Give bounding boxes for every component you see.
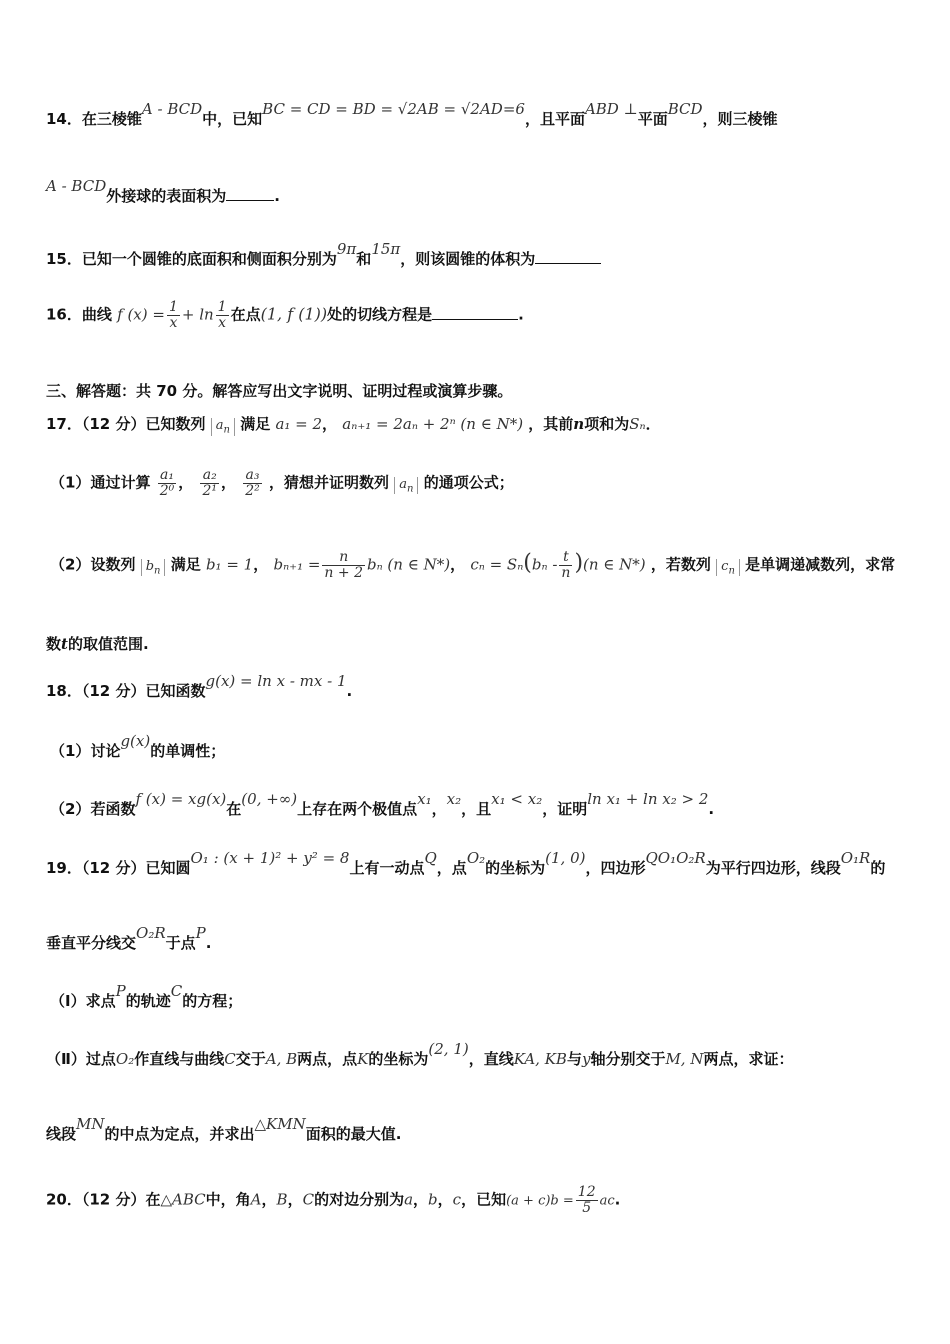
question-number: 15．: [46, 250, 82, 268]
q20-line: 20．（12 分）在△ABC中，角A，B，C的对边分别为a，b，c，已知(a + c)b = $\frac{12}{5}$ ac.: [46, 1184, 621, 1216]
question-number: 17．（12 分）: [46, 415, 146, 433]
fraction: $\frac{\text{a₃}}{\text{2²}}$: [245, 467, 260, 499]
answer-blank[interactable]: [432, 307, 518, 320]
sequence-c: $c_n$: [716, 559, 740, 577]
q17-part2: （2）设数列 $b_n$ 满足 b₁ = 1， bₙ₊₁ = $\frac{n}{n + 2}$ bₙ (n ∈ N*)， cₙ = Sₙ(bₙ - $\frac{t}{n}$ )(n ∈ N*) ，若数列 $c_n$ 是单调递减数列，求常: [50, 549, 896, 581]
answer-blank[interactable]: [535, 251, 601, 264]
q19-part2-cont: 线段MN的中点为定点，并求出△KMN面积的最大值.: [46, 1115, 402, 1143]
q17-part2-cont: 数t的取值范围.: [46, 635, 149, 653]
sequence-b: $b_n$: [141, 559, 166, 577]
q18-line1: 18．（12 分）已知函数g(x) = ln x - mx - 1.: [46, 672, 353, 700]
question-number: 19．（12 分）: [46, 859, 146, 877]
answer-blank[interactable]: [226, 188, 274, 201]
q18-part1: （1）讨论g(x)的单调性；: [50, 732, 226, 760]
fraction: $\frac{t}{n}$: [561, 549, 571, 581]
fraction: $\frac{\text{a₂}}{\text{2¹}}$: [202, 467, 217, 499]
q19-line2: 垂直平分线交O₂R于点P.: [46, 924, 212, 952]
sequence-a: $a_n$: [211, 418, 235, 436]
q17-part1: （1）通过计算 $\frac{\text{a₁}}{\text{2⁰}}$ ， $\frac{\text{a₂}}{\text{2¹}}$ ， $\frac{\text{a₃}}{\text{2²}}$ ，猜想并证明数列 $a_n$ 的通项公式；: [50, 467, 514, 499]
sequence-a: $a_n$: [394, 477, 418, 495]
q14-line2: A - BCD外接球的表面积为 .: [46, 177, 280, 205]
question-number: 20．（12 分）: [46, 1190, 146, 1209]
question-number: 16．: [46, 305, 82, 324]
fraction: $\frac{1}{x}$: [217, 299, 227, 331]
q14-line1: 14．在三棱锥A - BCD中，已知BC = CD = BD = √2AB = √2AD=6，且平面ABD ⊥平面BCD，则三棱锥: [46, 100, 778, 128]
question-number: 14．: [46, 110, 82, 128]
question-number: 18．（12 分）: [46, 682, 146, 700]
q18-part2: （2）若函数f (x) = xg(x)在(0, +∞)上存在两个极值点x₁，x₂，且x₁ < x₂，证明ln x₁ + ln x₂ > 2.: [50, 790, 715, 818]
q19-line1: 19．（12 分）已知圆O₁ : (x + 1)² + y² = 8上有一动点Q，点O₂的坐标为(1, 0)，四边形QO₁O₂R为平行四边形，线段O₁R的: [46, 849, 886, 877]
fraction: $\frac{12}{5}$: [577, 1184, 596, 1216]
q19-part2: （Ⅱ）过点O₂作直线与曲线C交于A, B两点，点K的坐标为(2, 1)，直线KA, KB与y轴分别交于M, N两点，求证：: [46, 1040, 794, 1068]
fraction: $\frac{n}{n + 2}$: [324, 549, 363, 581]
section-heading: 三、解答题：共 70 分。解答应写出文字说明、证明过程或演算步骤。: [46, 382, 513, 400]
q19-part1: （Ⅰ）求点P的轨迹C的方程；: [50, 982, 243, 1010]
q17-line1: 17．（12 分）已知数列 $a_n$ 满足 a₁ = 2， aₙ₊₁ = 2aₙ + 2ⁿ (n ∈ N*) ，其前n项和为Sₙ．: [46, 415, 661, 436]
fraction: $\frac{1}{x}$: [168, 299, 178, 331]
fraction: $\frac{\text{a₁}}{\text{2⁰}}$: [159, 467, 175, 499]
q16-line: 16．曲线 f (x) = $\frac{1}{x}$ + ln $\frac{1}{x}$ 在点(1, f (1))处的切线方程是 .: [46, 299, 524, 331]
q15-line: 15．已知一个圆锥的底面积和侧面积分别为9π和15π，则该圆锥的体积为: [46, 248, 601, 269]
